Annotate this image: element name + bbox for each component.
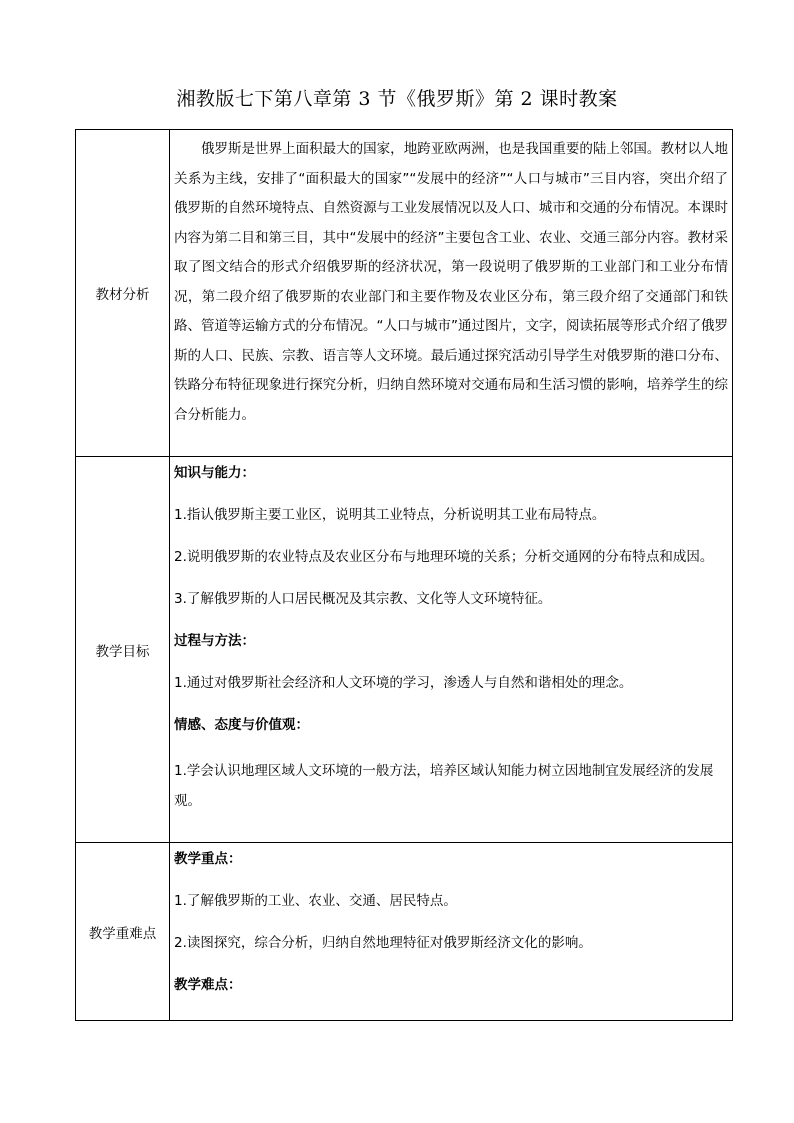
objective-item: 3.了解俄罗斯的人口居民概况及其宗教、文化等人文环境特征。: [174, 591, 552, 607]
row-label-key-difficult-points: 教学重难点: [76, 843, 170, 1021]
section-heading-knowledge: 知识与能力：: [174, 465, 255, 481]
lesson-plan-table: [75, 129, 733, 1021]
table-row-textbook-analysis: [76, 130, 733, 457]
row-label-textbook-analysis: 教材分析: [76, 130, 170, 457]
key-difficult-points-cell: [170, 843, 733, 1021]
table-row-key-difficult-points: [76, 843, 733, 1021]
objective-item: 1.通过对俄罗斯社会经济和人文环境的学习，渗透人与自然和谐相处的理念。: [174, 675, 633, 691]
key-point-item: 1.了解俄罗斯的工业、农业、交通、居民特点。: [174, 893, 457, 909]
table-row-teaching-objectives: [76, 457, 733, 843]
document-title: 湘教版七下第八章第 3 节《俄罗斯》第 2 课时教案: [176, 88, 618, 110]
textbook-analysis-cell: [170, 130, 733, 457]
objective-item: 2.说明俄罗斯的农业特点及农业区分布与地理环境的关系；分析交通网的分布特点和成因。: [174, 549, 714, 565]
section-heading-process: 过程与方法：: [174, 633, 255, 649]
section-heading-difficult-points: 教学难点：: [174, 977, 242, 993]
key-point-item: 2.读图探究，综合分析，归纳自然地理特征对俄罗斯经济文化的影响。: [174, 935, 592, 951]
section-heading-key-points: 教学重点：: [174, 851, 242, 867]
objective-item: 1.学会认识地理区域人文环境的一般方法，培养区域认知能力树立因地制宜发展经济的发展观。: [174, 763, 714, 809]
objective-item: 1.指认俄罗斯主要工业区，说明其工业特点，分析说明其工业布局特点。: [174, 507, 606, 523]
teaching-objectives-cell: [170, 457, 733, 843]
textbook-analysis-paragraph: 俄罗斯是世界上面积最大的国家，地跨亚欧两洲，也是我国重要的陆上邻国。教材以人地关系为主线，安排了“面积最大的国家”“发展中的经济”“人口与城市”三目内容，突出介绍了俄罗斯的自然环境特点、自然资源与工业发展情况以及人口、城市和交通的分布情况。本课时内容为第二目和第三目，其中“发展中的经济”主要包含工业、农业、交通三部分内容。教材采取了图文结合的形式介绍俄罗斯的经济状况，第一段说明了俄罗斯的工业部门和工业分布情况，第二段介绍了俄罗斯的农业部门和主要作物及农业区分布，第三段介绍了交通部门和铁路、管道等运输方式的分布情况。“人口与城市”通过图片，文字，阅读拓展等形式介绍了俄罗斯的人口、民族、宗教、语言等人文环境。最后通过探究活动引导学生对俄罗斯的港口分布、铁路分布特征现象进行探究分析，归纳自然环境对交通布局和生活习惯的影响，培养学生的综合分析能力。: [174, 141, 728, 423]
section-heading-emotion: 情感、态度与价值观：: [174, 717, 309, 733]
row-label-teaching-objectives: 教学目标: [76, 457, 170, 843]
